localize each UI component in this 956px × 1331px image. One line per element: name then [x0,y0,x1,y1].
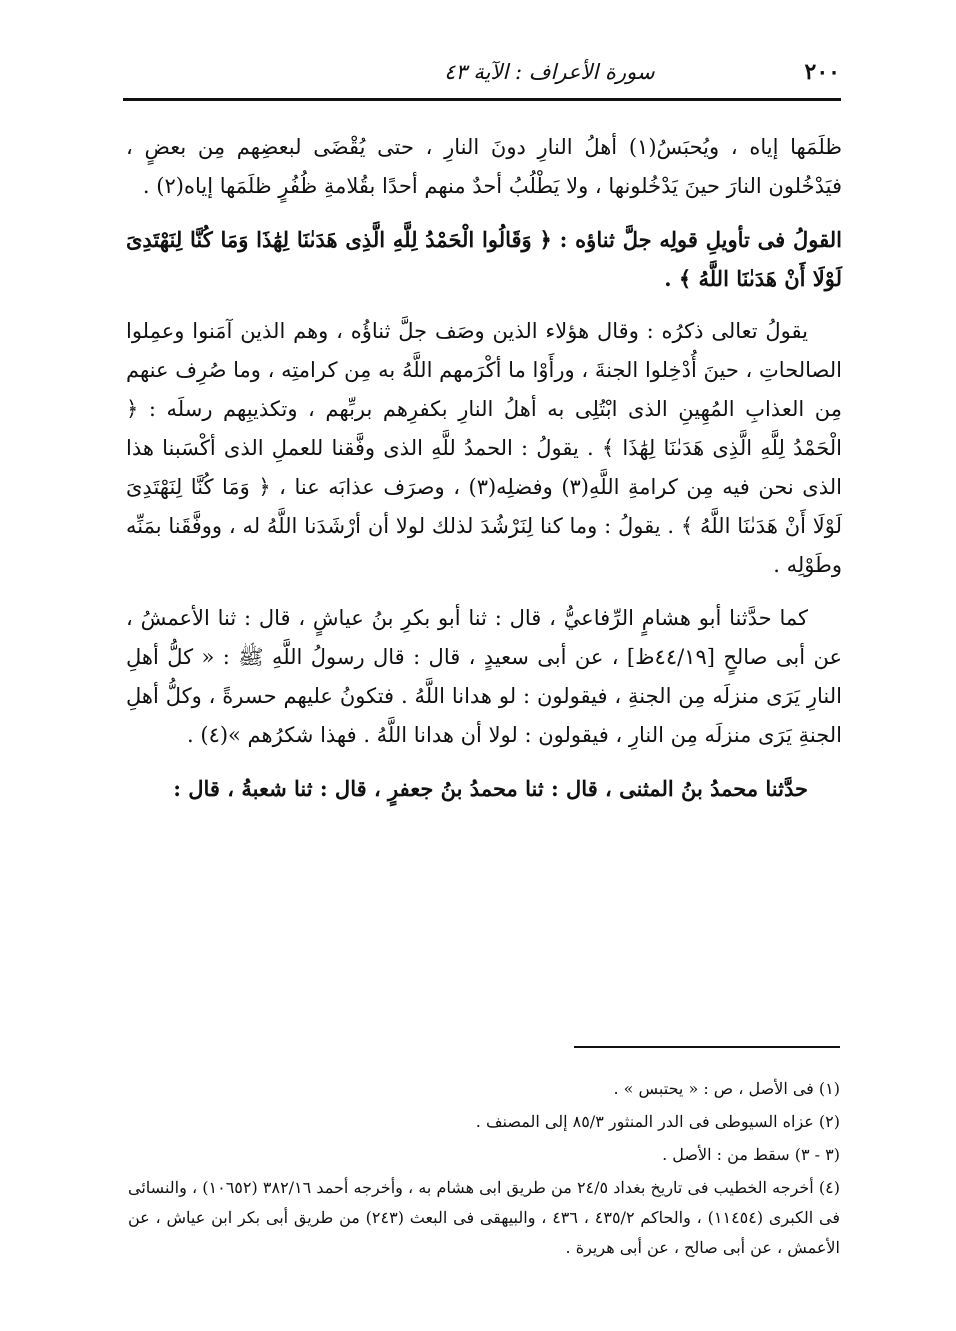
paragraph-continuation: ظلَمَها إياه ، ويُحبَسُ(١) أهلُ النارِ دونَ النارِ ، حتى يُقْضَى لبعضِهم مِن بعضٍ ، فيَدْخُلون النارَ حينَ يَدْخُلونها ، ولا يَطْلُبُ أحدٌ منهم أحدًا بقُلامةِ ظُفُرٍ ظلَمَها إياه(٢) . [126,135,842,198]
footnote-1: (١) فى الأصل ، ص : « يحتبس » . [613,1079,840,1098]
paragraph-isnad: حدَّثنا محمدُ بنُ المثنى ، قال : ثنا محمدُ بنُ جعفرٍ ، قال : ثنا شعبةُ ، قال : [173,776,808,801]
header-rule [123,98,841,101]
paragraph-commentary: يقولُ تعالى ذكرُه : وقال هؤلاء الذين وصَف جلَّ ثناؤُه ، وهم الذين آمَنوا وعمِلوا الصالحاتِ ، حينَ أُدْخِلوا الجنةَ ، ورأَوْا ما أكْرَمهم اللَّهُ به مِن كرامتِه ، وما صُرِف عنهم مِن العذابِ المُهِينِ الذى ابْتُلِى به أهلُ النارِ بكفرِهم بربِّهم ، وتكذيبِهم رسلَه : ﴿ الْحَمْدُ لِلَّهِ الَّذِى هَدَىٰنَا لِهَٰذَا ﴾ . يقولُ : الحمدُ للَّهِ الذى وفَّقنا للعملِ الذى أكْسَبنا هذا الذى نحن فيه مِن كرامةِ اللَّهِ(٣) وفضلِه(٣) ، وصرَف عذابَه عنا ، ﴿ وَمَا كُنَّا لِنَهْتَدِىَ لَوْلَا أَنْ هَدَىٰنَا اللَّهُ ﴾ . يقولُ : وما كنا لِنَرْشُدَ لذلك لولا أن أرْشَدَنا اللَّهُ له ، ووفَّقَنا بمَنِّه وطَوْلِه . [126,319,842,577]
main-text [126,128,842,822]
page-header [120,52,840,92]
footnote-2: (٢) عزاه السيوطى فى الدر المنثور ٨٥/٣ إلى المصنف . [475,1112,840,1131]
running-title: سورة الأعراف : الآية ٤٣ [444,60,655,84]
verse-heading: القولُ فى تأويلِ قولِه جلَّ ثناؤه : ﴿ وَقَالُوا الْحَمْدُ لِلَّهِ الَّذِى هَدَىٰنَا لِهَٰذَا وَمَا كُنَّا لِنَهْتَدِىَ لَوْلَا أَنْ هَدَىٰنَا اللَّهُ ﴾ . [126,227,842,291]
footnotes [128,1074,840,1266]
footnote-rule [574,1046,840,1048]
paragraph-hadith: كما حدَّثنا أبو هشامٍ الرِّفاعيُّ ، قال : ثنا أبو بكرِ بنُ عياشٍ ، قال : ثنا الأعمشُ ، عن أبى صالحٍ [٤٤/١٩ظ] ، عن أبى سعيدٍ ، قال : قال رسولُ اللَّهِ ﷺ : « كلُّ أهلِ النارِ يَرَى منزلَه مِن الجنةِ ، فيقولون : لو هدانا اللَّهُ . فتكونُ عليهم حسرةً ، وكلُّ أهلِ الجنةِ يَرَى منزلَه مِن النارِ ، فيقولون : لولا أن هدانا اللَّهُ . فهذا شكرُهم »(٤) . [126,606,842,747]
footnote-4: (٤) أخرجه الخطيب فى تاريخ بغداد ٢٤/٥ من طريق ابى هشام به ، وأخرجه أحمد ٣٨٢/١٦ (١٠٦٥٢) ، والنسائى فى الكبرى (١١٤٥٤) ، والحاكم ٤٣٥/٢ ، ٤٣٦ ، والبيهقى فى البعث (٢٤٣) من طريق أبى بكر ابن عياش ، عن الأعمش ، عن أبى صالح ، عن أبى هريرة . [128,1178,841,1257]
footnote-3: (٣ - ٣) سقط من : الأصل . [662,1145,840,1164]
page-number: ٢٠٠ [804,59,840,85]
